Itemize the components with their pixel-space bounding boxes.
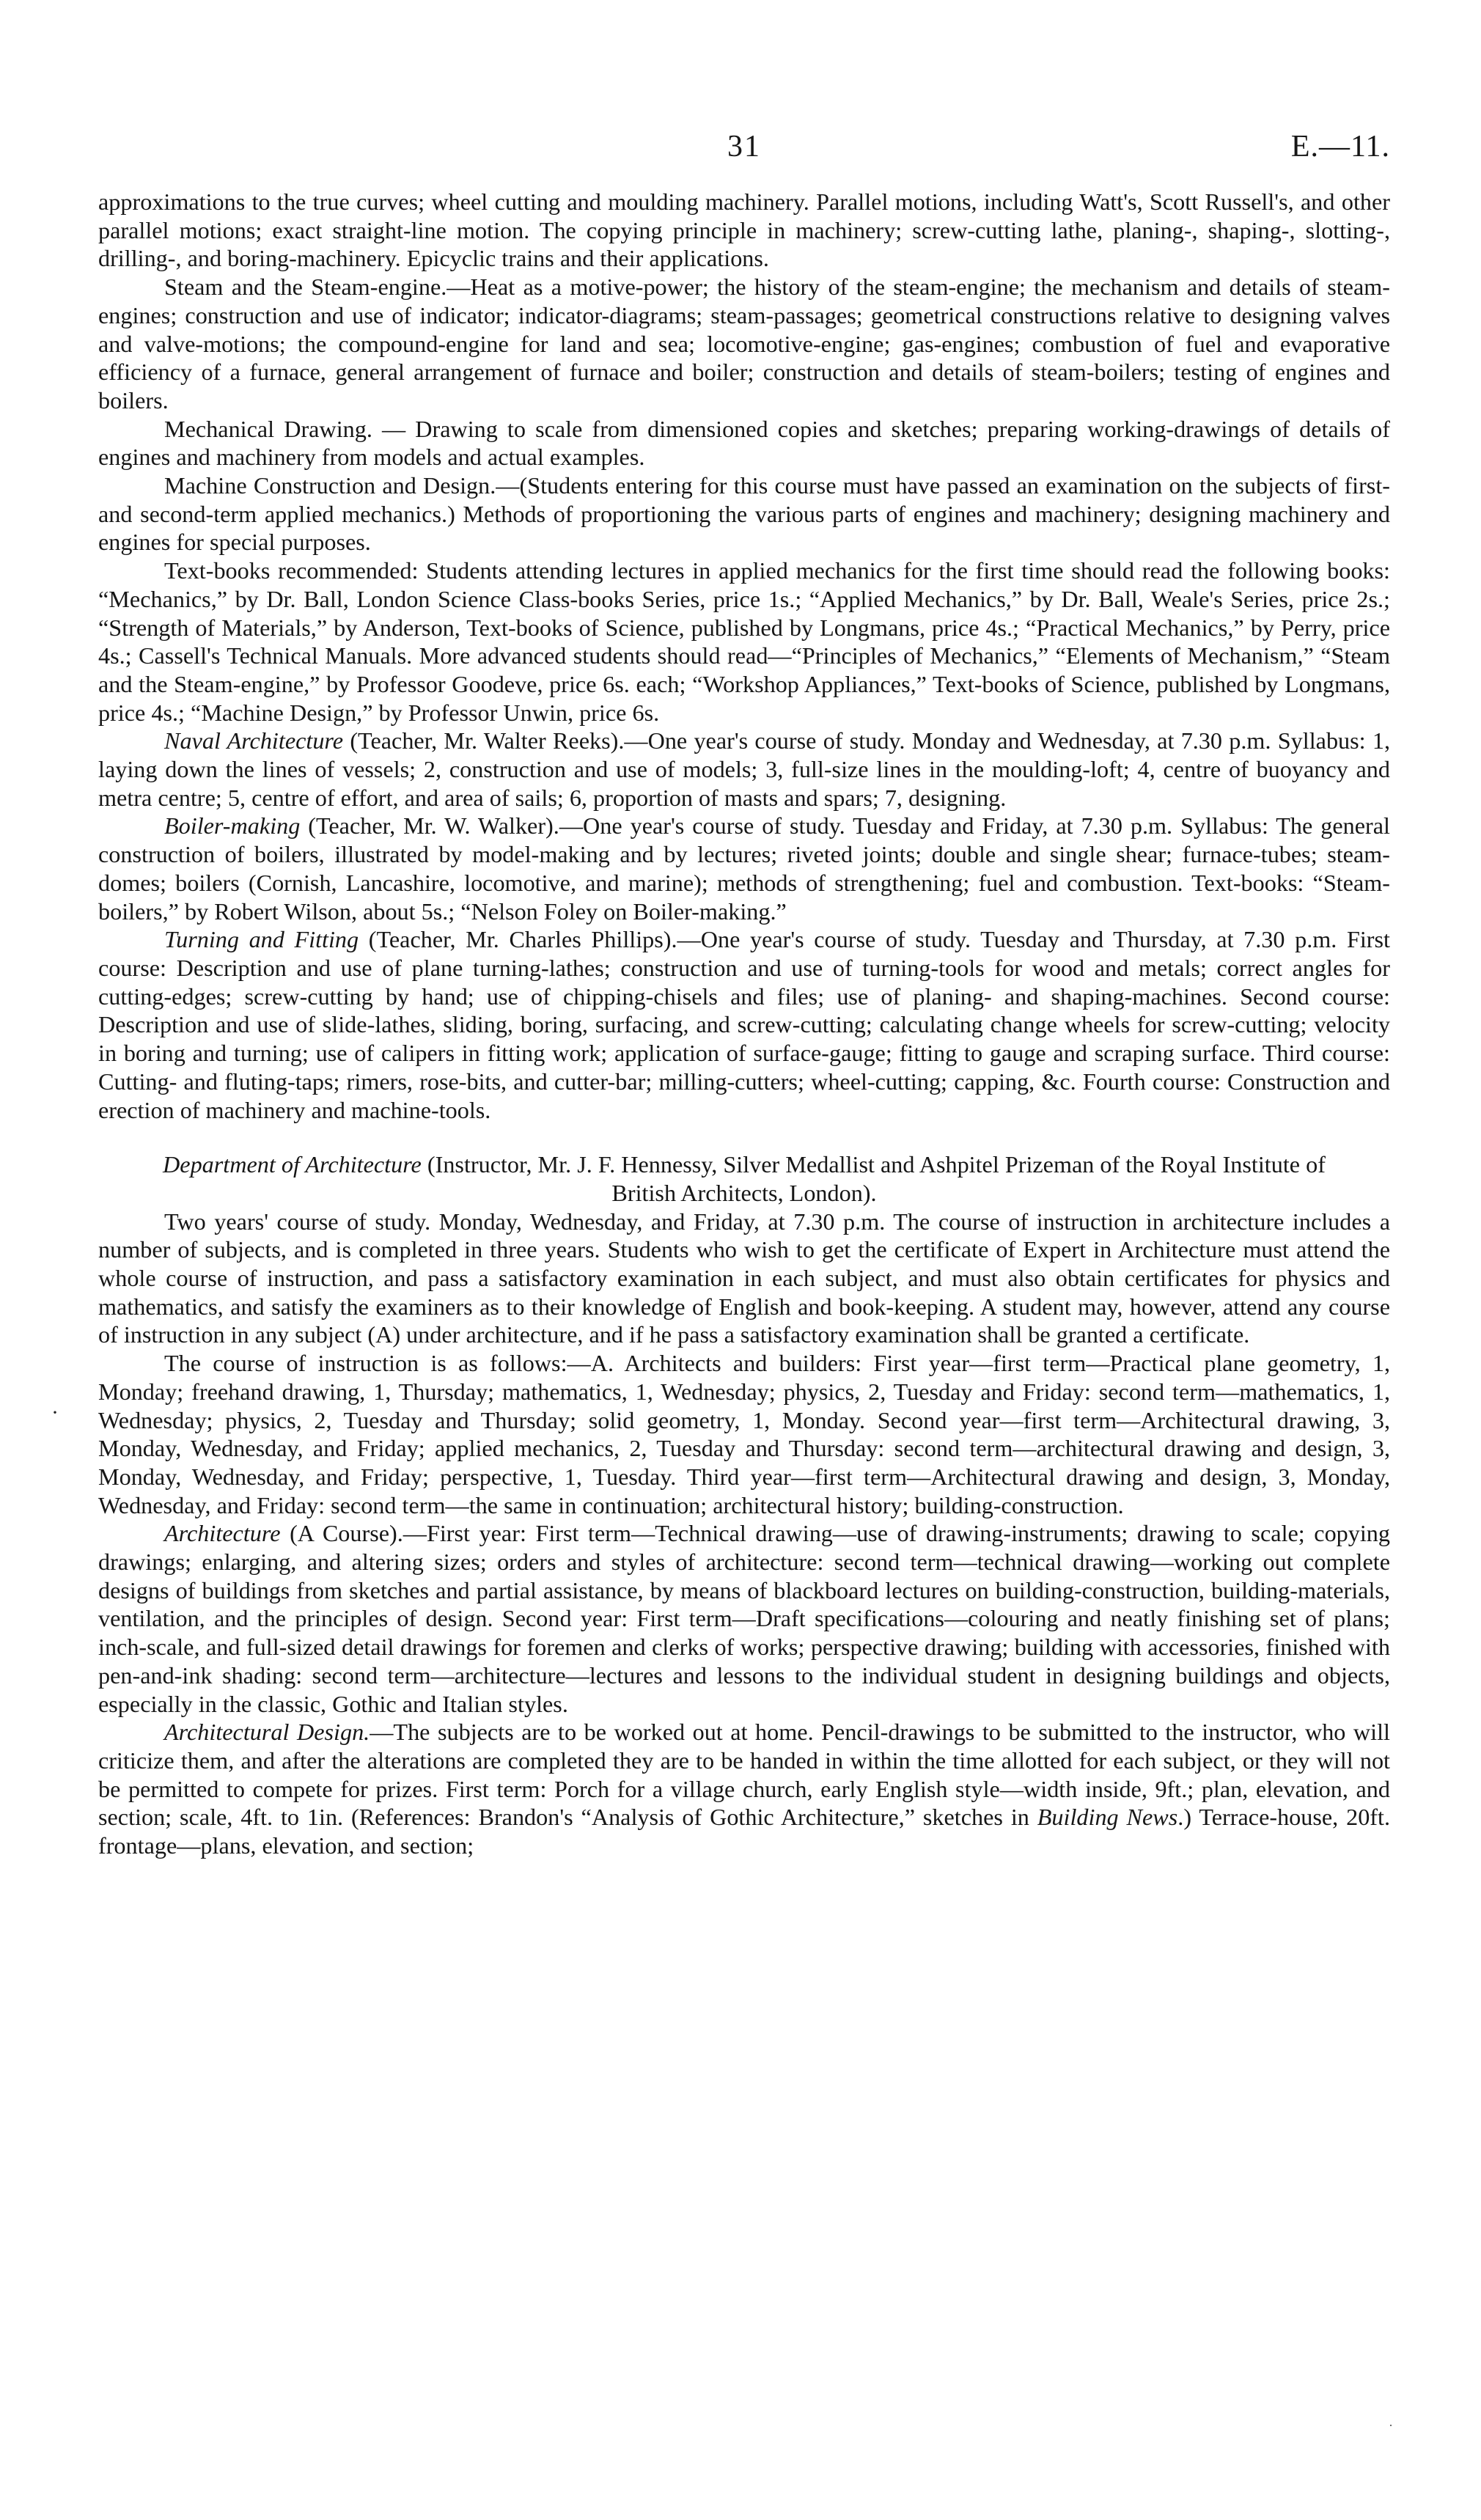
paragraph-turning-and-fitting: Turning and Fitting (Teacher, Mr. Charles Phillips).—One year's course of study. Tuesday and Thursday, at 7.30 p.m. First course: Description and use of plane turning-lathes; construction and use of turning-tools for wood and metals; correct angles for cutting-edges; screw-cutting by hand; use of chipping-chisels and files; use of planing- and shaping-machines. Second course: Description and use of slide-lathes, sliding, boring, surfacing, and screw-cutting; calculating change wheels for screw-cutting; velocity in boring and turning; use of calipers in fitting work; application of surface-gauge; fitting to gauge and scraping surface. Third course: Cutting- and fluting-taps; rimers, rose-bits, and cutter-bar; milling-cutters; wheel-cutting; capping, &c. Fourth course: Construction and erection of machinery and machine-tools. (98, 926, 1390, 1123)
page-number: 31 (727, 130, 761, 164)
paragraph-text-books: Text-books recommended: Students attending lectures in applied mechanics for the first time should read the following books: “Mechanics,” by Dr. Ball, London Science Class-books Series, price 1s.; “Applied Mechanics,” by Dr. Ball, Weale's Series, price 2s.; “Strength of Materials,” by Anderson, Text-books of Science, published by Longmans, price 4s.; “Practical Mechanics,” by Perry, price 4s.; Cassell's Technical Manuals. More advanced students should read—“Principles of Mechanics,” “Elements of Mechanism,” “Steam and the Steam-engine,” by Professor Goodeve, price 6s. each; “Workshop Appliances,” Text-books of Science, published by Longmans, price 4s.; “Machine Design,” by Professor Unwin, price 6s. (98, 557, 1390, 726)
paragraph-course-of-instruction: The course of instruction is as follows:—A. Architects and builders: First year—first term—Practical plane geometry, 1, Monday; freehand drawing, 1, Thursday; mathematics, 1, Wednesday; physics, 2, Tuesday and Friday: second term—mathematics, 1, Wednesday; physics, 2, Tuesday and Thursday; solid geometry, 1, Monday. Second year—first term—Architectural drawing, 3, Monday, Wednesday, and Friday; applied mechanics, 2, Tuesday and Thursday: second term—architectural drawing and design, 3, Monday, Wednesday, and Friday; perspective, 1, Tuesday. Third year—first term—Architectural drawing and design, 3, Monday, Wednesday, and Friday: second term—the same in continuation; architectural history; building-construction. (98, 1350, 1390, 1518)
paragraph-naval-architecture: Naval Architecture (Teacher, Mr. Walter Reeks).—One year's course of study. Monday and Wednesday, at 7.30 p.m. Syllabus: 1, laying down the lines of vessels; 2, construction and use of models; 3, full-size lines in the moulding-loft; 4, centre of buoyancy and metra centre; 5, centre of effort, and area of sails; 6, proportion of masts and spars; 7, designing. (98, 727, 1391, 811)
paragraph-machine-construction: Machine Construction and Design.—(Students entering for this course must have passed an examination on the subjects of first- and second-term applied mechanics.) Methods of proportioning the various parts of engines and machinery; designing machinery and engines for special purposes. (98, 472, 1390, 556)
paragraph-boiler-making: Boiler-making (Teacher, Mr. W. Walker).—One year's course of study. Tuesday and Friday, at 7.30 p.m. Syllabus: The general construction of boilers, illustrated by model-making and by lectures; riveted joints; double and single shear; furnace-tubes; steam-domes; boilers (Cornish, Lancashire, locomotive, and marine); methods of strengthening; fuel and combustion. Text-books: “Steam-boilers,” by Robert Wilson, about 5s.; “Nelson Foley on Boiler-making.” (98, 812, 1390, 925)
margin-dot-mark: · (51, 1400, 59, 1425)
document-body (98, 188, 1390, 1860)
paragraph-architectural-design: Architectural Design.—The subjects are to be worked out at home. Pencil-drawings to be submitted to the instructor, who will criticize them, and after the alterations are completed they are to be handed in within the time allotted for each subject, or they will not be permitted to compete for prizes. First term: Porch for a village church, early English style—width inside, 9ft.; plan, elevation, and section; scale, 4ft. to 1in. (References: Brandon's “Analysis of Gothic Architecture,” sketches in Building News.) Terrace-house, 20ft. frontage—plans, elevation, and section; (98, 1719, 1391, 1859)
page-speck: · (1389, 2418, 1393, 2433)
paragraph-continuation: approximations to the true curves; wheel cutting and moulding machinery. Parallel motions, including Watt's, Scott Russell's, and other parallel motions; exact straight-line motion. The copying principle in machinery; screw-cutting lathe, planing-, shaping-, slotting-, drilling-, and boring-machinery. Epicyclic trains and their applications. (98, 188, 1390, 272)
paragraph-mechanical-drawing: Mechanical Drawing. — Drawing to scale from dimensioned copies and sketches; preparing working-drawings of details of engines and machinery from models and actual examples. (98, 415, 1390, 471)
paragraph-steam-engine: Steam and the Steam-engine.—Heat as a motive-power; the history of the steam-engine; the mechanism and details of steam-engines; construction and use of indicator; indicator-diagrams; steam-passages; geometrical constructions relative to designing valves and valve-motions; the compound-engine for land and sea; locomotive-engine; gas-engines; combustion of fuel and evaporative efficiency of a furnace, general arrangement of furnace and boiler; construction and details of steam-boilers; testing of engines and boilers. (98, 273, 1390, 414)
paragraph-course-of-study: Two years' course of study. Monday, Wednesday, and Friday, at 7.30 p.m. The course of instruction in architecture includes a number of subjects, and is completed in three years. Students who wish to get the certificate of Expert in Architecture must attend the whole course of instruction, and pass a satisfactory examination in each subject, and must also obtain certificates for physics and mathematics, and satisfy the examiners as to their knowledge of English and book-keeping. A student may, however, attend any course of instruction in any subject (A) under architecture, and if he pass a satisfactory examination shall be granted a certificate. (98, 1208, 1390, 1348)
section-heading-architecture: Department of Architecture (Instructor, Mr. J. F. Hennessy, Silver Medallist and Ashpitel Prizeman of the Royal Institute of British Architects, London). (163, 1151, 1326, 1206)
document-reference: E.—11. (1290, 130, 1390, 164)
paragraph-architecture-a-course: Architecture (A Course).—First year: First term—Technical drawing—use of drawing-instruments; drawing to scale; copying drawings; enlarging, and altering sizes; orders and styles of architecture: second term—technical drawing—working out complete designs of buildings from sketches and partial assistance, by means of blackboard lectures on building-construction, building-materials, ventilation, and the principles of design. Second year: First term—Draft specifications—colouring and neatly finishing set of plans; inch-scale, and full-sized detail drawings for foremen and clerks of works; perspective drawing; building with accessories, finished with pen-and-ink shading: second term—architecture—lectures and lessons to the individual student in designing buildings and objects, especially in the classic, Gothic and Italian styles. (98, 1520, 1390, 1717)
page-header (98, 125, 1390, 169)
